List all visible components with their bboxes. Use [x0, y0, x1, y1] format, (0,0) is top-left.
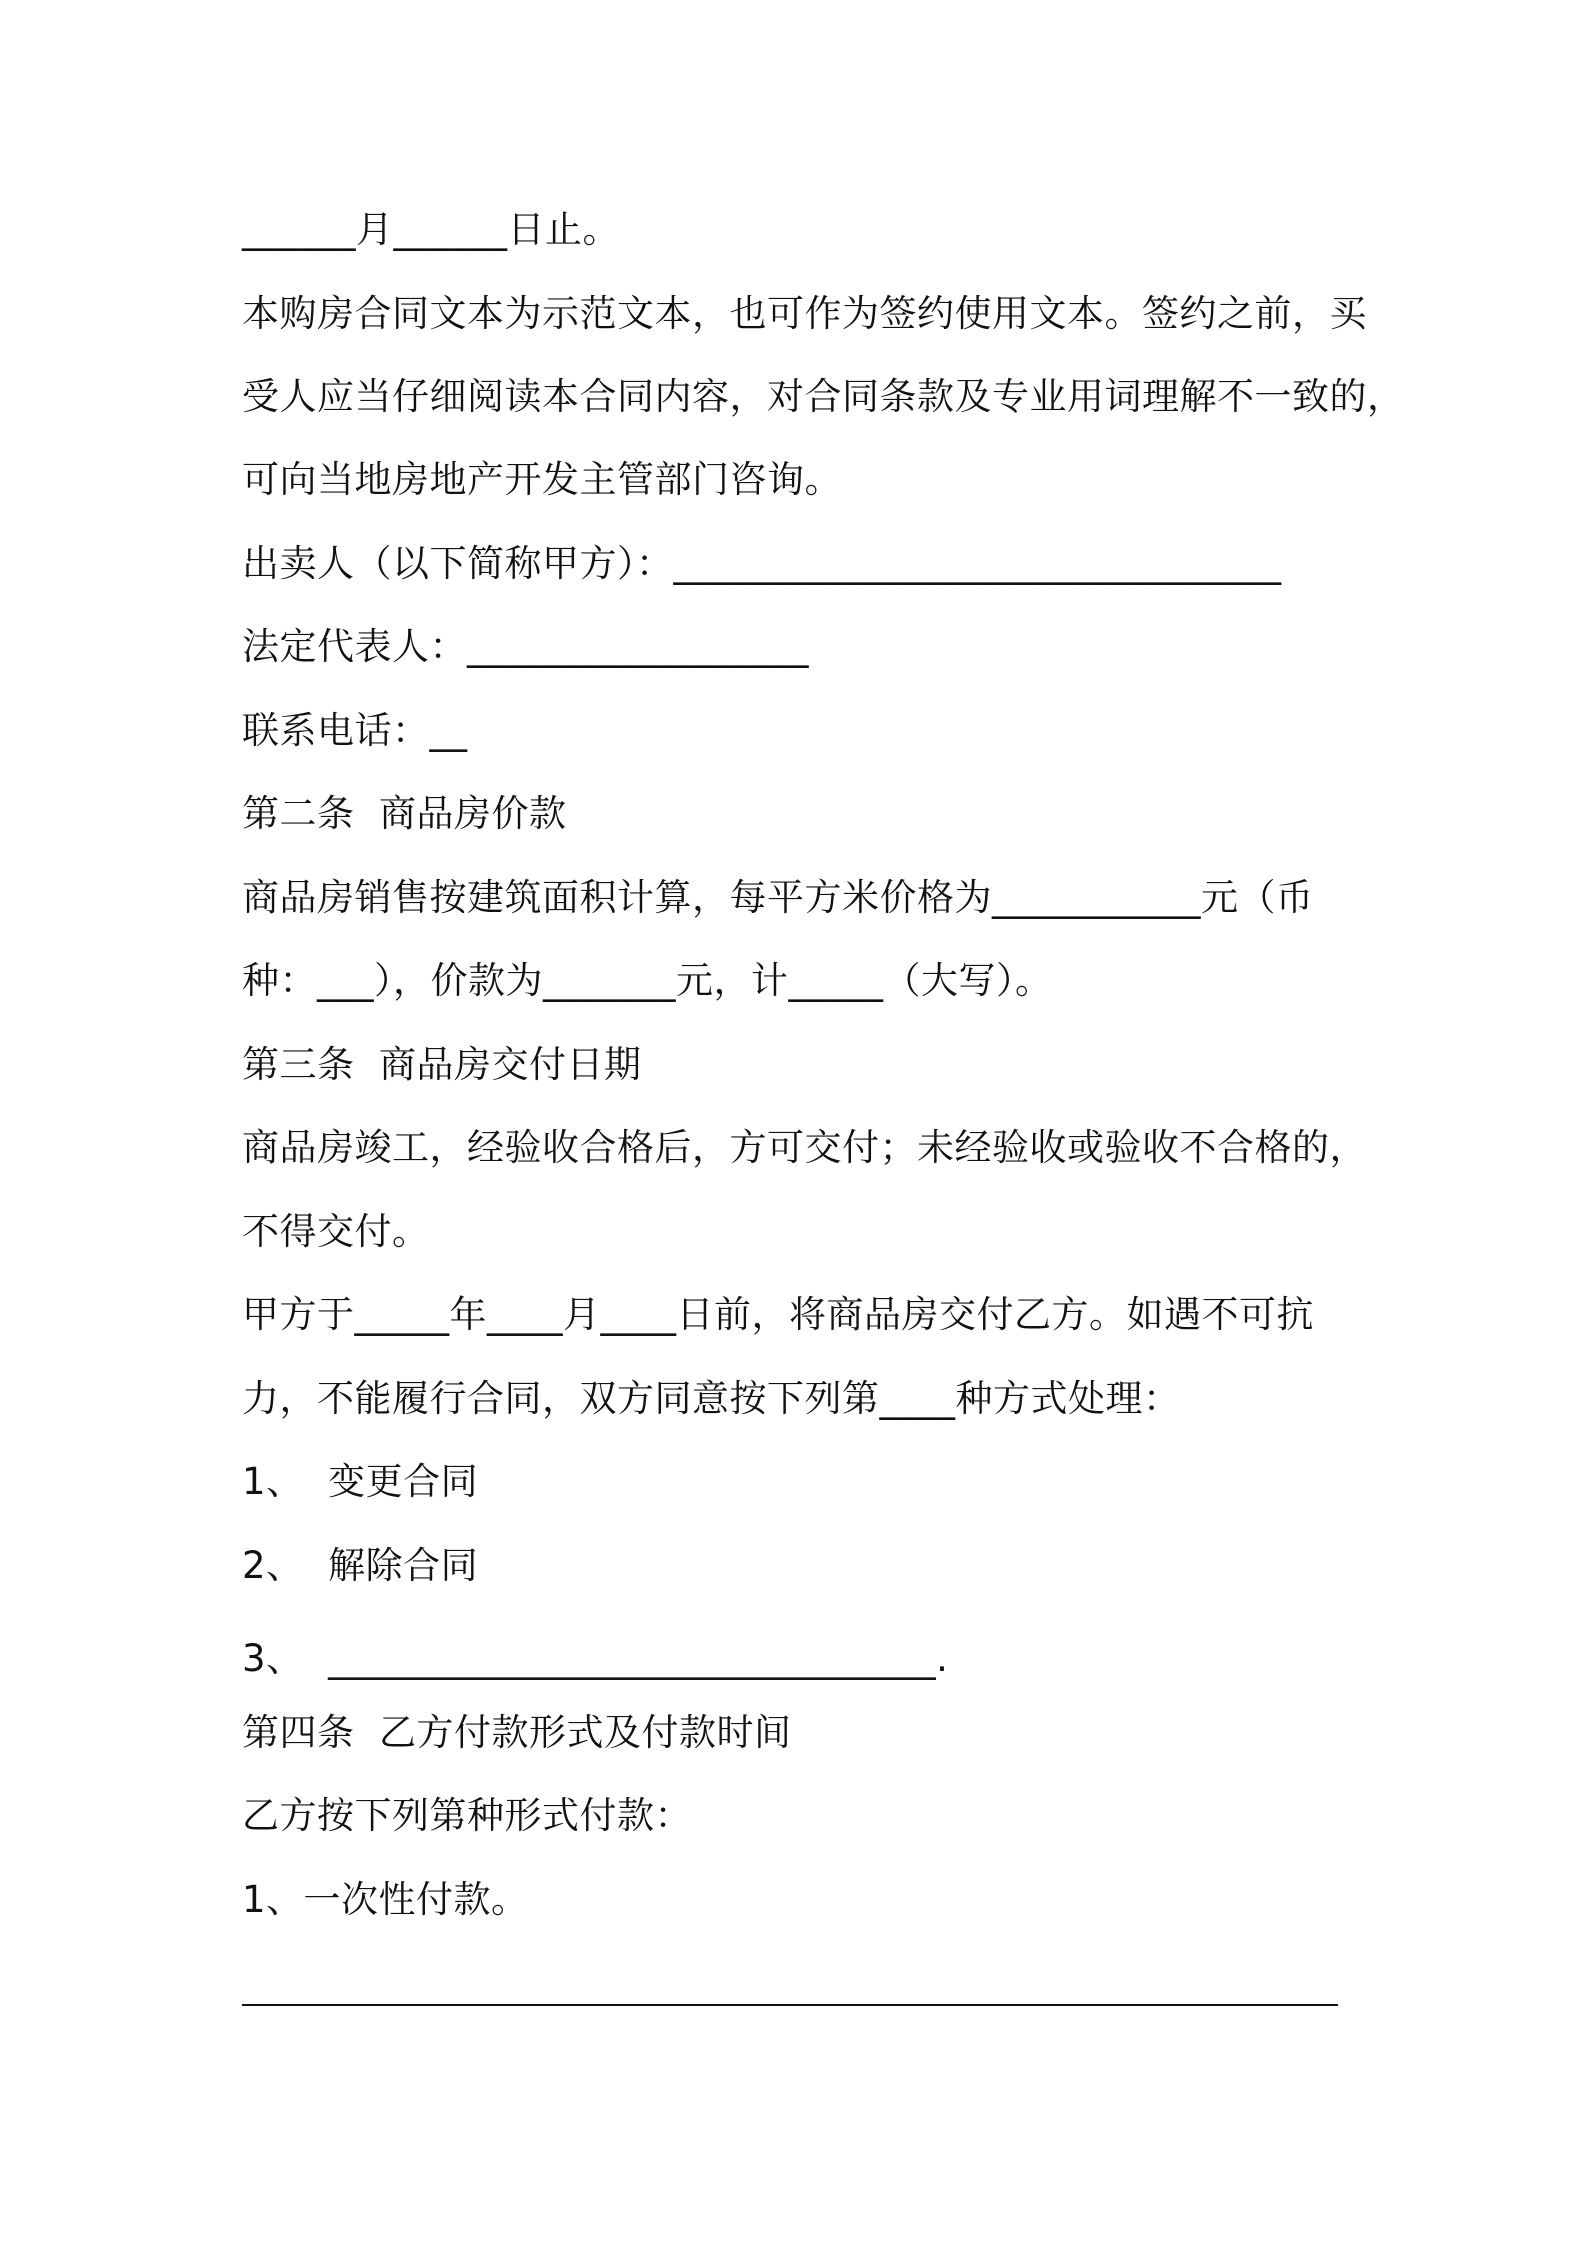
text-line: 不得交付。 [242, 1210, 430, 1253]
legal-rep-field-line: 法定代表人：__________________ [242, 625, 809, 668]
text-line: 乙方按下列第种形式付款： [242, 1794, 692, 1837]
list-item: 2、 解除合同 [242, 1544, 479, 1587]
blank-fill-line [242, 2004, 1338, 2006]
text-line: 可向当地房地产开发主管部门咨询。 [242, 458, 842, 501]
section-heading: 第二条 商品房价款 [242, 792, 567, 835]
text-line: ______月______日止。 [242, 208, 620, 251]
text-line: 力，不能履行合同，双方同意按下列第____种方式处理： [242, 1377, 1181, 1420]
text-line: 甲方于_____年____月____日前，将商品房交付乙方。如遇不可抗 [242, 1293, 1314, 1336]
seller-field-line: 出卖人（以下简称甲方）：________________________________ [242, 542, 1282, 585]
text-line: 受人应当仔细阅读本合同内容，对合同条款及专业用词理解不一致的， [242, 375, 1405, 418]
list-item: 1、一次性付款。 [242, 1878, 529, 1921]
text-line: 商品房销售按建筑面积计算，每平方米价格为___________元（币 [242, 876, 1314, 919]
section-heading: 第四条 乙方付款形式及付款时间 [242, 1711, 792, 1754]
text-line: 种：___），价款为_______元，计_____（大写）。 [242, 959, 1053, 1002]
text-line: 商品房竣工，经验收合格后，方可交付；未经验收或验收不合格的， [242, 1126, 1367, 1169]
list-item: 3、 ________________________________. [242, 1637, 949, 1680]
list-item: 1、 变更合同 [242, 1460, 479, 1503]
text-line: 本购房合同文本为示范文本，也可作为签约使用文本。签约之前，买 [242, 292, 1367, 335]
section-heading: 第三条 商品房交付日期 [242, 1043, 642, 1086]
phone-field-line: 联系电话：__ [242, 709, 468, 752]
